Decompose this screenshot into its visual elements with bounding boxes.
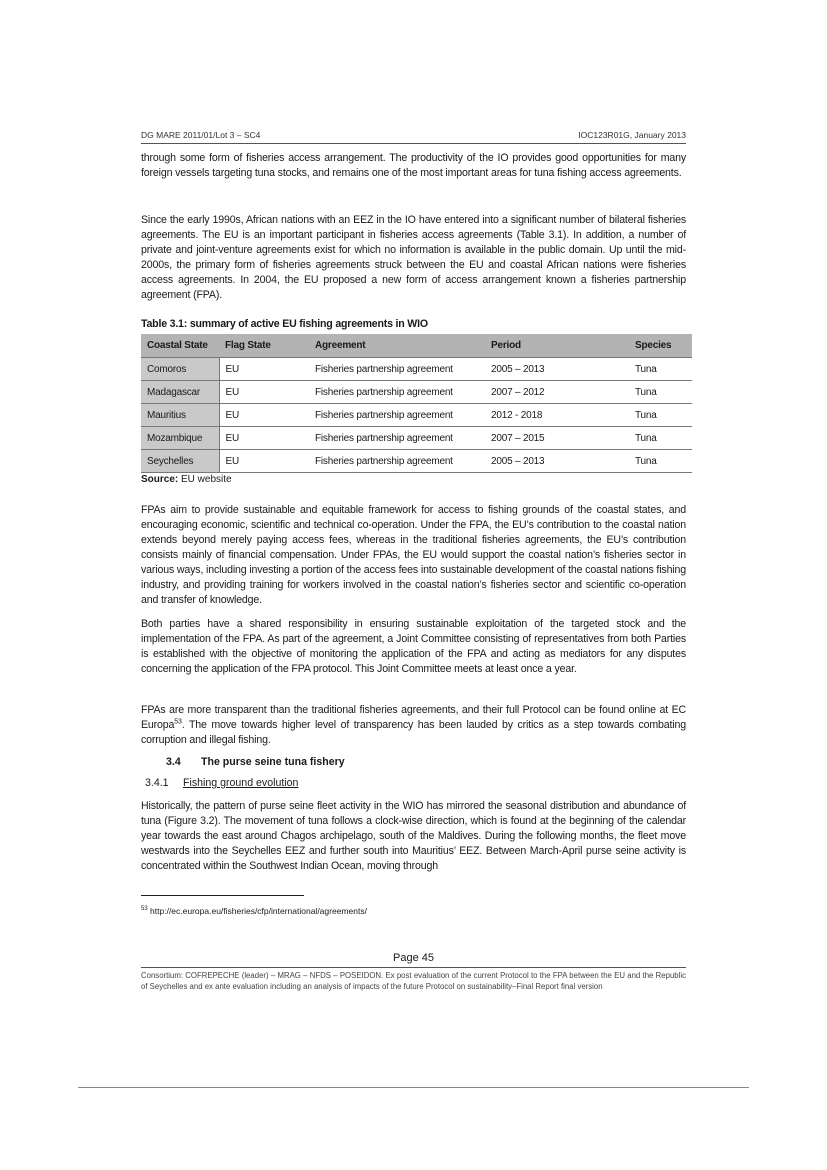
subsection-title	[183, 777, 298, 789]
cell-coastal-state: Madagascar	[141, 381, 219, 404]
table-row	[141, 427, 692, 450]
footnote-reference[interactable]: 53	[174, 718, 182, 726]
cell-period: 2007 – 2012	[485, 381, 629, 404]
paragraph-6	[141, 799, 686, 874]
table-source	[141, 474, 232, 485]
paragraph-3	[141, 503, 686, 608]
cell-period: 2005 – 2013	[485, 450, 629, 473]
cell-coastal-state: Seychelles	[141, 450, 219, 473]
cell-flag-state: EU	[219, 427, 309, 450]
header-right: IOC123R01G, January 2013	[578, 130, 686, 140]
cell-flag-state: EU	[219, 358, 309, 381]
source-text: EU website	[178, 474, 232, 485]
cell-flag-state: EU	[219, 450, 309, 473]
page-number: Page 45	[393, 952, 434, 964]
paragraph-text: through some form of fisheries access arrangement. The productivity of the IO provides good opportunities for many foreign vessels targeting tuna stocks, and remains one of the most important areas for tuna fishing access agreements.	[141, 152, 686, 179]
footer-consortium: Consortium: COFREPECHE (leader) – MRAG – NFDS – POSEIDON. Ex post evaluation of the current Protocol to the FPA between the EU and the Republic of Seychelles and ex ante evaluation including an analysis of impacts of the future Protocol on sustainability–Final Report final version	[141, 971, 686, 991]
cell-period: 2012 - 2018	[485, 404, 629, 427]
paragraph-text: Since the early 1990s, African nations with an EEZ in the IO have entered into a significant number of bilateral fisheries agreements. The EU is an important participant in fisheries access agreements (Table 3.1). In addition, a number of private and joint-venture agreements exist for which no information is available in the public domain. Up until the mid-2000s, the primary form of fisheries agreements struck between the EU and coastal African nations were fisheries access agreements. In 2004, the EU proposed a new form of access arrangement known a fisheries partnership agreement (FPA).	[141, 214, 686, 301]
paragraph-text: Historically, the pattern of purse seine fleet activity in the WIO has mirrored the seasonal distribution and abundance of tuna (Figure 3.2). The movement of tuna follows a clock-wise direction, which is found at the beginning of the calendar year towards the east around Chagos archipelago, south of the Maldives. During the following months, the fleet move westwards into the Seychelles EEZ and further south into Mauritius’ EEZ. Between March-April purse seine activity is concentrated within the Southwest Indian Ocean, moving through	[141, 800, 686, 872]
cell-species: Tuna	[629, 404, 692, 427]
paragraph-text-after-ref: . The move towards higher level of transparency has been lauded by critics as a step towards combating corruption and illegal fishing.	[141, 719, 686, 746]
cell-species: Tuna	[629, 450, 692, 473]
cell-coastal-state: Mauritius	[141, 404, 219, 427]
paragraph-1	[141, 151, 686, 181]
table-row	[141, 404, 692, 427]
header-flag-state: Flag State	[219, 334, 309, 358]
cell-species: Tuna	[629, 358, 692, 381]
paragraph-text: FPAs aim to provide sustainable and equitable framework for access to fishing grounds of the coastal states, and encouraging economic, scientific and technical co-operation. Under the FPA, the EU’s contribution to the coastal nation extends beyond merely paying access fees, whereas in the traditional fisheries agreements, the EU’s contribution consists mainly of financial compensation. Under FPAs, the EU would support the coastal nation’s fisheries sector in various ways, including investing a portion of the access fees into sustainable development of the coastal nations fishing industry, and providing training for workers involved in the coastal nation’s fisheries sector and scientific co-operation and transfer of knowledge.	[141, 504, 686, 606]
footnote-divider	[141, 895, 304, 896]
paragraph-text: Both parties have a shared responsibility in ensuring sustainable exploitation of the targeted stock and the implementation of the FPA. As part of the agreement, a Joint Committee consisting of representatives from both Parties is established with the objective of monitoring the application of the FPA and acting as mediators for any disputes concerning the application of the FPA protocol. This Joint Committee meets at least once a year.	[141, 618, 686, 675]
paragraph-text-before-ref: FPAs are more transparent than the traditional fisheries agreements, and their full Protocol can be found online at EC Europa	[141, 704, 686, 731]
source-label: Source:	[141, 474, 179, 485]
page-header	[141, 129, 686, 144]
page-bottom-divider	[78, 1087, 749, 1088]
header-species: Species	[629, 334, 692, 358]
table-row	[141, 450, 692, 473]
paragraph-2	[141, 213, 686, 303]
cell-flag-state: EU	[219, 381, 309, 404]
table-title: Table 3.1: summary of active EU fishing agreements in WIO	[141, 318, 428, 330]
table-row	[141, 358, 692, 381]
paragraph-5	[141, 703, 686, 748]
cell-flag-state: EU	[219, 404, 309, 427]
subsection-number: 3.4.1	[145, 777, 169, 789]
paragraph-text	[141, 703, 686, 748]
cell-period: 2005 – 2013	[485, 358, 629, 381]
header-coastal-state: Coastal State	[141, 334, 219, 358]
cell-species: Tuna	[629, 427, 692, 450]
header-period: Period	[485, 334, 629, 358]
header-agreement: Agreement	[309, 334, 485, 358]
cell-agreement: Fisheries partnership agreement	[309, 358, 485, 381]
cell-agreement: Fisheries partnership agreement	[309, 450, 485, 473]
section-number: 3.4	[166, 756, 181, 768]
paragraph-4	[141, 617, 686, 677]
agreements-table	[141, 334, 692, 473]
footer-divider	[141, 967, 686, 968]
cell-coastal-state: Comoros	[141, 358, 219, 381]
cell-agreement: Fisheries partnership agreement	[309, 404, 485, 427]
cell-agreement: Fisheries partnership agreement	[309, 427, 485, 450]
cell-coastal-state: Mozambique	[141, 427, 219, 450]
cell-species: Tuna	[629, 381, 692, 404]
section-title: The purse seine tuna fishery	[201, 756, 345, 768]
footnote	[141, 906, 367, 916]
subsection-title-text: Fishing ground evolution	[183, 777, 299, 789]
footnote-number: 53	[141, 906, 148, 913]
footnote-link[interactable]: http://ec.europa.eu/fisheries/cfp/international/agreements/	[147, 906, 367, 916]
cell-period: 2007 – 2015	[485, 427, 629, 450]
table-row	[141, 381, 692, 404]
cell-agreement: Fisheries partnership agreement	[309, 381, 485, 404]
table-header-row	[141, 334, 692, 358]
header-left: DG MARE 2011/01/Lot 3 – SC4	[141, 130, 261, 140]
